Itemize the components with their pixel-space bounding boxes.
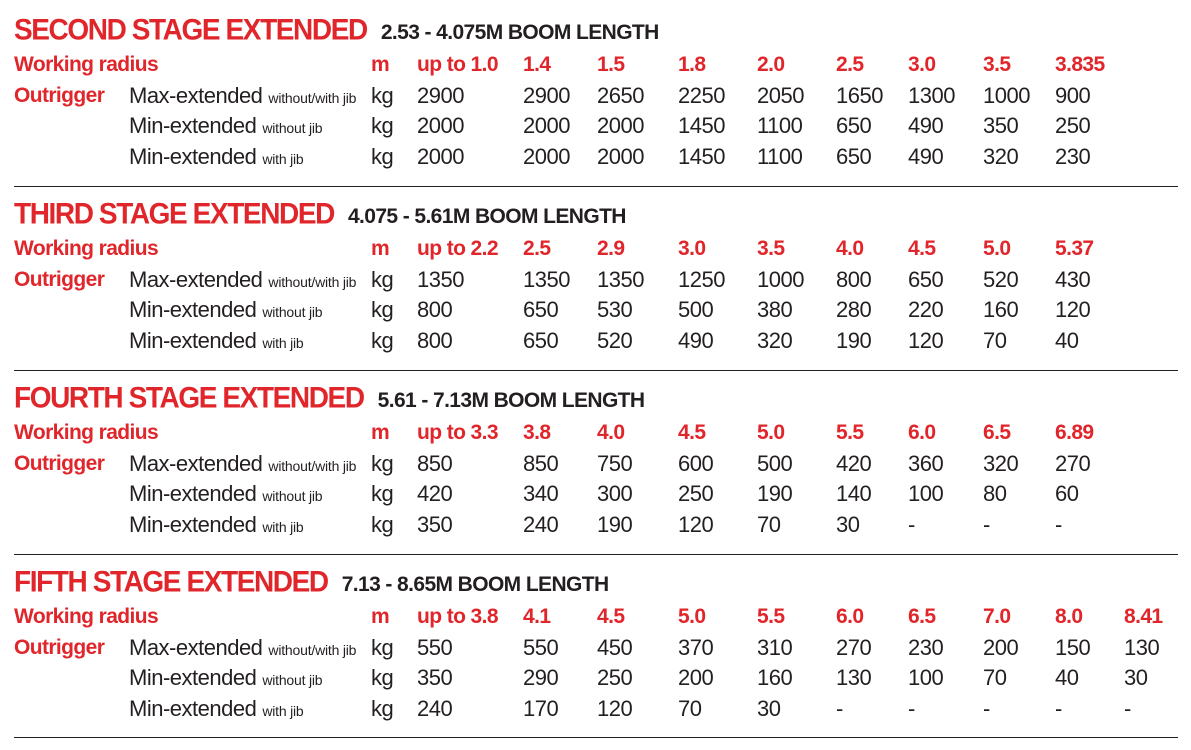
load-value: 140 <box>836 481 872 506</box>
load-row-max-extended <box>14 449 1178 479</box>
row-label <box>129 81 356 114</box>
radius-value: 6.89 <box>1055 421 1094 444</box>
working-radius-label: Working radius <box>14 53 159 76</box>
load-row-max-extended <box>14 81 1178 111</box>
load-value: 1100 <box>757 113 803 138</box>
stage-header <box>14 14 659 48</box>
load-value: 450 <box>597 635 633 660</box>
load-row-max-extended <box>14 633 1178 663</box>
stage-title: THIRD STAGE EXTENDED <box>14 197 334 230</box>
load-value: 160 <box>757 665 793 690</box>
jib-qualifier: without/with jib <box>268 458 357 474</box>
load-value: 190 <box>836 328 872 353</box>
load-value: 320 <box>983 451 1019 476</box>
load-value: 2250 <box>678 83 725 108</box>
load-value: 2900 <box>523 83 570 108</box>
working-radius-row <box>14 602 1178 632</box>
load-value: 60 <box>1055 481 1079 506</box>
load-value: 2050 <box>757 83 804 108</box>
section-divider <box>14 186 1178 187</box>
load-value: 1450 <box>678 144 725 169</box>
load-value: 100 <box>908 481 944 506</box>
jib-qualifier: with jib <box>262 703 304 719</box>
extension-name: Min-extended <box>129 144 257 169</box>
radius-value: 6.5 <box>908 605 936 628</box>
load-value: 70 <box>678 696 702 721</box>
jib-qualifier: without/with jib <box>268 642 357 658</box>
load-value: 30 <box>836 512 860 537</box>
row-label <box>129 449 356 482</box>
load-value: 800 <box>836 267 872 292</box>
load-row-min-extended-with-jib <box>14 142 1178 172</box>
extension-name: Max-extended <box>129 451 263 476</box>
row-label <box>129 633 356 666</box>
stage-section <box>14 566 1178 750</box>
load-value: 650 <box>836 144 872 169</box>
load-value: - <box>836 696 843 721</box>
extension-name: Min-extended <box>129 113 257 138</box>
load-value: 220 <box>908 297 944 322</box>
load-value: 520 <box>983 267 1019 292</box>
working-radius-label: Working radius <box>14 605 159 628</box>
load-unit: kg <box>371 635 394 660</box>
radius-value: 8.41 <box>1124 605 1163 628</box>
load-value: 320 <box>757 328 793 353</box>
load-value: 120 <box>908 328 944 353</box>
load-value: 420 <box>417 481 453 506</box>
load-value: 120 <box>597 696 633 721</box>
radius-value: 5.37 <box>1055 237 1094 260</box>
load-value: 30 <box>757 696 781 721</box>
load-value: 270 <box>836 635 872 660</box>
load-value: 650 <box>908 267 944 292</box>
radius-unit: m <box>371 53 390 76</box>
load-unit: kg <box>371 83 394 108</box>
outrigger-label: Outrigger <box>14 268 105 291</box>
extension-name: Min-extended <box>129 297 257 322</box>
load-value: 120 <box>678 512 714 537</box>
extension-name: Max-extended <box>129 635 263 660</box>
stage-section <box>14 382 1178 566</box>
load-value: - <box>983 696 990 721</box>
jib-qualifier: without jib <box>262 672 323 688</box>
radius-value: 5.5 <box>757 605 785 628</box>
load-value: 2000 <box>417 113 464 138</box>
radius-value: 3.0 <box>678 237 706 260</box>
boom-length-range: 4.075 - 5.61M BOOM LENGTH <box>347 205 626 228</box>
load-value: 800 <box>417 328 453 353</box>
jib-qualifier: with jib <box>262 151 304 167</box>
load-value: 1350 <box>597 267 644 292</box>
extension-name: Min-extended <box>129 665 257 690</box>
radius-value: 6.5 <box>983 421 1011 444</box>
working-radius-label: Working radius <box>14 421 159 444</box>
boom-length-range: 7.13 - 8.65M BOOM LENGTH <box>341 573 609 596</box>
load-value: 1650 <box>836 83 883 108</box>
load-value: 1350 <box>523 267 570 292</box>
load-value: 80 <box>983 481 1007 506</box>
radius-value: 4.0 <box>836 237 864 260</box>
load-value: 130 <box>836 665 872 690</box>
load-value: 230 <box>908 635 944 660</box>
radius-value: 2.5 <box>523 237 551 260</box>
load-value: 160 <box>983 297 1019 322</box>
stage-title: SECOND STAGE EXTENDED <box>14 13 367 46</box>
radius-value: 1.4 <box>523 53 551 76</box>
load-value: 500 <box>757 451 793 476</box>
load-value: 1450 <box>678 113 725 138</box>
load-value: 70 <box>983 665 1007 690</box>
load-value: 120 <box>1055 297 1091 322</box>
load-value: - <box>1055 512 1062 537</box>
load-value: 310 <box>757 635 793 660</box>
load-value: 900 <box>1055 83 1091 108</box>
load-value: 300 <box>597 481 633 506</box>
stage-title: FIFTH STAGE EXTENDED <box>14 565 328 598</box>
load-value: 280 <box>836 297 872 322</box>
load-value: 190 <box>597 512 633 537</box>
load-value: 40 <box>1055 665 1079 690</box>
radius-value: 5.0 <box>983 237 1011 260</box>
jib-qualifier: without jib <box>262 120 323 136</box>
load-value: 340 <box>523 481 559 506</box>
radius-value: 8.0 <box>1055 605 1083 628</box>
radius-value: up to 3.3 <box>417 421 498 444</box>
load-value: - <box>983 512 990 537</box>
jib-qualifier: without jib <box>262 488 323 504</box>
load-value: 370 <box>678 635 714 660</box>
load-unit: kg <box>371 451 394 476</box>
load-value: 250 <box>1055 113 1091 138</box>
load-unit: kg <box>371 328 394 353</box>
radius-value: 2.9 <box>597 237 625 260</box>
extension-name: Min-extended <box>129 481 257 506</box>
radius-value: 3.0 <box>908 53 936 76</box>
load-value: 240 <box>417 696 453 721</box>
radius-value: 5.5 <box>836 421 864 444</box>
load-value: 1350 <box>417 267 464 292</box>
section-divider <box>14 554 1178 555</box>
load-value: 70 <box>757 512 781 537</box>
load-value: 150 <box>1055 635 1091 660</box>
load-value: 250 <box>597 665 633 690</box>
radius-value: 3.5 <box>757 237 785 260</box>
load-value: 200 <box>678 665 714 690</box>
row-label <box>129 510 304 543</box>
load-row-max-extended <box>14 265 1178 295</box>
extension-name: Max-extended <box>129 267 263 292</box>
load-unit: kg <box>371 297 394 322</box>
load-value: 850 <box>523 451 559 476</box>
load-value: 70 <box>983 328 1007 353</box>
load-value: 650 <box>523 297 559 322</box>
load-value: 200 <box>983 635 1019 660</box>
load-value: - <box>1055 696 1062 721</box>
load-value: - <box>908 512 915 537</box>
radius-value: 4.0 <box>597 421 625 444</box>
load-value: 360 <box>908 451 944 476</box>
load-value: 100 <box>908 665 944 690</box>
radius-value: 2.5 <box>836 53 864 76</box>
radius-value: up to 3.8 <box>417 605 498 628</box>
load-value: 190 <box>757 481 793 506</box>
radius-value: 3.835 <box>1055 53 1105 76</box>
radius-value: 5.0 <box>678 605 706 628</box>
load-value: 490 <box>678 328 714 353</box>
radius-value: 6.0 <box>908 421 936 444</box>
load-unit: kg <box>371 481 394 506</box>
load-value: 2000 <box>597 144 644 169</box>
load-value: 40 <box>1055 328 1079 353</box>
working-radius-row <box>14 234 1178 264</box>
row-label <box>129 295 322 328</box>
row-label <box>129 111 322 144</box>
load-value: 1000 <box>983 83 1030 108</box>
load-row-min-extended-with-jib <box>14 326 1178 356</box>
load-value: 2650 <box>597 83 644 108</box>
section-divider <box>14 370 1178 371</box>
load-value: 600 <box>678 451 714 476</box>
radius-value: up to 2.2 <box>417 237 498 260</box>
radius-value: 7.0 <box>983 605 1011 628</box>
load-value: - <box>1124 696 1131 721</box>
load-row-min-extended-with-jib <box>14 510 1178 540</box>
radius-value: 4.1 <box>523 605 551 628</box>
radius-value: 5.0 <box>757 421 785 444</box>
stage-section <box>14 198 1178 382</box>
load-unit: kg <box>371 665 394 690</box>
load-value: 2000 <box>523 113 570 138</box>
load-value: 800 <box>417 297 453 322</box>
stage-section <box>14 14 1178 198</box>
extension-name: Max-extended <box>129 83 263 108</box>
stage-header <box>14 566 609 600</box>
boom-length-range: 2.53 - 4.075M BOOM LENGTH <box>380 21 659 44</box>
load-value: 170 <box>523 696 559 721</box>
load-value: 1000 <box>757 267 804 292</box>
load-value: 250 <box>678 481 714 506</box>
load-row-min-extended-without-jib <box>14 663 1178 693</box>
load-value: 2000 <box>417 144 464 169</box>
radius-unit: m <box>371 237 390 260</box>
extension-name: Min-extended <box>129 696 257 721</box>
load-value: 530 <box>597 297 633 322</box>
load-value: 290 <box>523 665 559 690</box>
load-value: 1250 <box>678 267 725 292</box>
load-value: 1300 <box>908 83 955 108</box>
load-value: 320 <box>983 144 1019 169</box>
load-value: 130 <box>1124 635 1160 660</box>
load-value: 1100 <box>757 144 803 169</box>
load-value: 500 <box>678 297 714 322</box>
radius-value: 3.8 <box>523 421 551 444</box>
load-value: 380 <box>757 297 793 322</box>
outrigger-label: Outrigger <box>14 84 105 107</box>
load-value: 550 <box>523 635 559 660</box>
jib-qualifier: without/with jib <box>268 274 357 290</box>
jib-qualifier: without/with jib <box>268 90 357 106</box>
load-value: 750 <box>597 451 633 476</box>
load-value: 430 <box>1055 267 1091 292</box>
load-value: 2000 <box>523 144 570 169</box>
load-value: 490 <box>908 144 944 169</box>
radius-value: 4.5 <box>908 237 936 260</box>
load-unit: kg <box>371 113 394 138</box>
section-divider <box>14 737 1178 738</box>
stage-header <box>14 198 626 232</box>
row-label <box>129 663 322 696</box>
radius-value: 3.5 <box>983 53 1011 76</box>
extension-name: Min-extended <box>129 512 257 537</box>
radius-value: 1.8 <box>678 53 706 76</box>
load-row-min-extended-without-jib <box>14 479 1178 509</box>
radius-value: 4.5 <box>678 421 706 444</box>
radius-unit: m <box>371 421 390 444</box>
row-label <box>129 265 356 298</box>
stage-header <box>14 382 644 416</box>
load-value: 270 <box>1055 451 1091 476</box>
working-radius-row <box>14 50 1178 80</box>
load-value: 230 <box>1055 144 1091 169</box>
load-row-min-extended-without-jib <box>14 111 1178 141</box>
row-label <box>129 326 304 359</box>
load-row-min-extended-without-jib <box>14 295 1178 325</box>
load-value: 350 <box>417 512 453 537</box>
load-row-min-extended-with-jib <box>14 694 1178 724</box>
radius-value: 4.5 <box>597 605 625 628</box>
load-unit: kg <box>371 144 394 169</box>
radius-value: 2.0 <box>757 53 785 76</box>
load-value: 2000 <box>597 113 644 138</box>
extension-name: Min-extended <box>129 328 257 353</box>
radius-unit: m <box>371 605 390 628</box>
jib-qualifier: with jib <box>262 335 304 351</box>
load-value: 520 <box>597 328 633 353</box>
load-value: 850 <box>417 451 453 476</box>
row-label <box>129 694 304 727</box>
load-value: 420 <box>836 451 872 476</box>
load-value: 350 <box>417 665 453 690</box>
load-value: - <box>908 696 915 721</box>
outrigger-label: Outrigger <box>14 452 105 475</box>
radius-value: 1.5 <box>597 53 625 76</box>
jib-qualifier: without jib <box>262 304 323 320</box>
row-label <box>129 479 322 512</box>
outrigger-label: Outrigger <box>14 636 105 659</box>
boom-length-range: 5.61 - 7.13M BOOM LENGTH <box>377 389 645 412</box>
load-value: 650 <box>523 328 559 353</box>
load-value: 350 <box>983 113 1019 138</box>
load-value: 30 <box>1124 665 1148 690</box>
load-value: 550 <box>417 635 453 660</box>
load-value: 2900 <box>417 83 464 108</box>
jib-qualifier: with jib <box>262 519 304 535</box>
load-value: 240 <box>523 512 559 537</box>
load-unit: kg <box>371 267 394 292</box>
stage-title: FOURTH STAGE EXTENDED <box>14 381 364 414</box>
radius-value: 6.0 <box>836 605 864 628</box>
working-radius-label: Working radius <box>14 237 159 260</box>
working-radius-row <box>14 418 1178 448</box>
radius-value: up to 1.0 <box>417 53 498 76</box>
row-label <box>129 142 304 175</box>
load-value: 650 <box>836 113 872 138</box>
load-value: 490 <box>908 113 944 138</box>
load-unit: kg <box>371 512 394 537</box>
load-unit: kg <box>371 696 394 721</box>
